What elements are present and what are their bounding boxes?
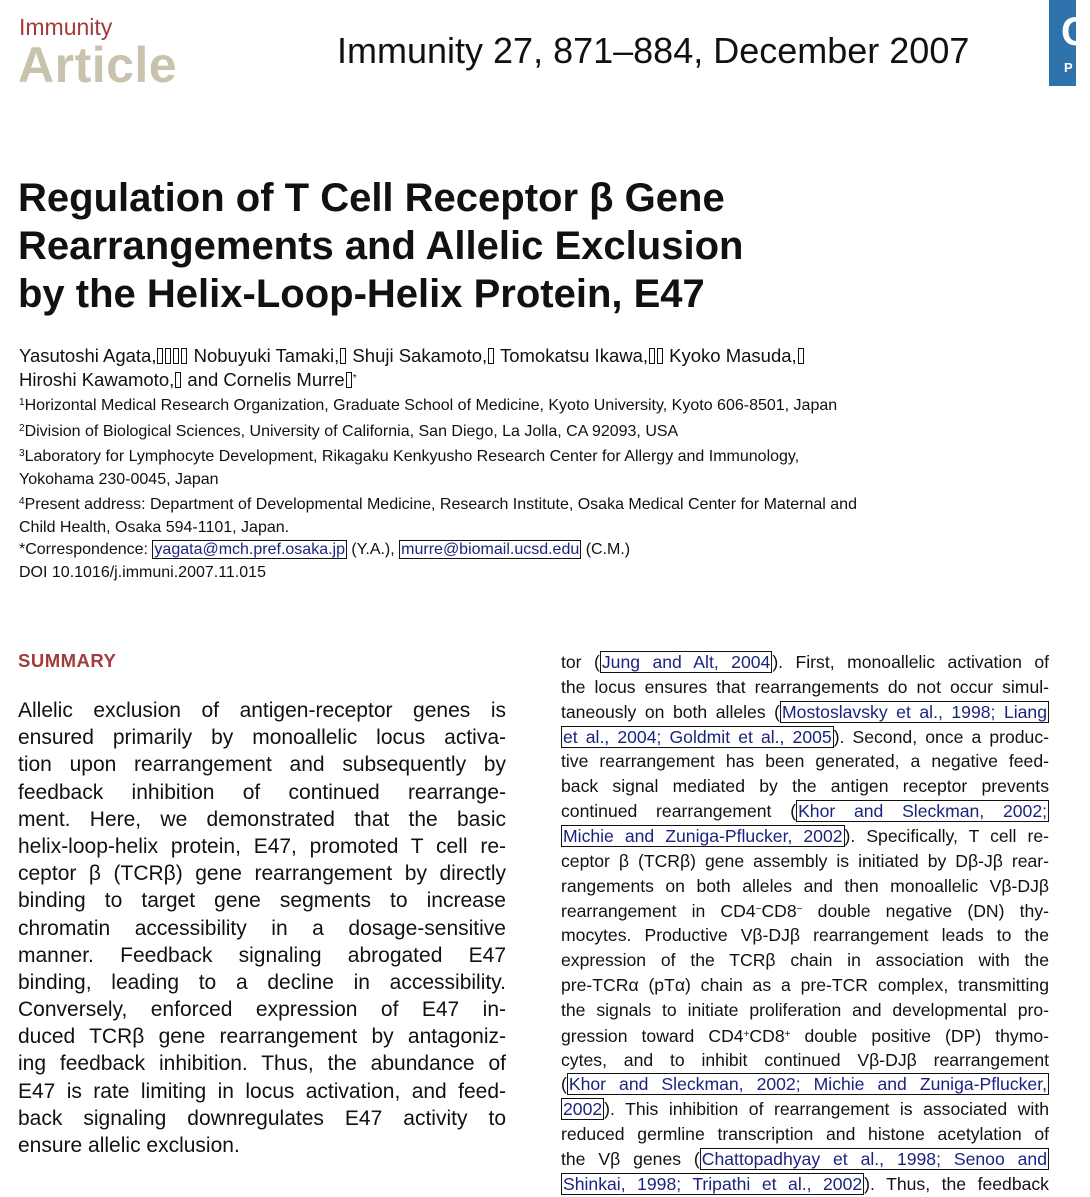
summary-line: E47 is rate limiting in locus activation, and feed- (18, 1079, 506, 1103)
summary-line: manner. Feedback signaling abrogated E47 (18, 943, 506, 967)
body-text: rearrangement in CD4 (561, 901, 756, 922)
body-text: double negative (DN) thy- (802, 901, 1049, 922)
logo-letter-c: C (1061, 10, 1090, 54)
body-line (561, 824, 1049, 849)
body-text: the locus ensures that rearrangements do not occur simul- (561, 676, 1049, 697)
body-text: ). Second, once a produc- (833, 726, 1049, 747)
body-text: taneously on both alleles ( (561, 701, 781, 722)
summary-line: Allelic exclusion of antigen-receptor genes is (18, 699, 506, 722)
body-line (561, 1172, 1049, 1197)
body-text: the Vβ genes ( (561, 1148, 700, 1169)
citation-link[interactable]: Jung and Alt, 2004 (601, 652, 771, 672)
superscript: + (784, 1028, 791, 1040)
affiliations (19, 392, 1059, 584)
citation-link[interactable]: Khor and Sleckman, 2002; (798, 801, 1047, 822)
author-name: Hiroshi Kawamoto, (19, 369, 175, 390)
body-text: continued rearrangement ( (561, 801, 797, 822)
email-link-agata[interactable]: yagata@mch.pref.osaka.jp (154, 541, 345, 558)
affiliation-line: Child Health, Osaka 594-1101, Japan. (19, 518, 290, 536)
body-text: CD8 (749, 1025, 785, 1046)
summary-line: ceptor β (TCRβ) gene rearrangement by directly (18, 862, 506, 886)
citation-link[interactable]: 2002 (563, 1099, 603, 1120)
summary-line: ensured primarily by monoallelic locus activa- (18, 726, 506, 750)
body-text: ). First, monoallelic activation of (772, 652, 1049, 672)
body-text: rangements on both alleles and then monoallelic Vβ-DJβ (561, 875, 1049, 896)
body-line (561, 998, 1049, 1023)
summary-line: ing feedback inhibition. Thus, the abundance of (18, 1052, 506, 1076)
summary-line: back signaling downregulates E47 activity to (18, 1106, 506, 1130)
doi: DOI 10.1016/j.immuni.2007.11.015 (19, 563, 266, 581)
affiliation-marker[interactable] (346, 372, 352, 388)
summary-line: helix-loop-helix protein, E47, promoted T cell re- (18, 834, 506, 858)
body-line (561, 725, 1049, 750)
correspondence-initials: (Y.A.), (346, 541, 400, 558)
body-text: ceptor β (TCRβ) gene assembly is initiated by Dβ-Jβ rear- (561, 850, 1049, 871)
author-name: Yasutoshi Agata, (19, 345, 157, 366)
summary-line: ensure allelic exclusion. (18, 1134, 240, 1157)
affiliation-marker[interactable] (175, 372, 181, 388)
author-name: and Cornelis Murre (182, 369, 345, 390)
section-label: Article (18, 37, 178, 93)
author-name: Shuji Sakamoto, (347, 345, 488, 366)
affiliation-marker[interactable] (165, 348, 171, 364)
body-line (561, 849, 1049, 874)
citation-link[interactable]: Michie and Zuniga-Pflucker, 2002 (563, 825, 843, 846)
body-line (561, 1097, 1049, 1122)
title-line: by the Helix-Loop-Helix Protein, E47 (18, 272, 705, 316)
correspondence-line (19, 539, 1059, 562)
summary-line: tion upon rearrangement and subsequently by (18, 753, 506, 777)
journal-name: Immunity (19, 14, 113, 40)
body-text: ). This inhibition of rearrangement is associated with (604, 1099, 1049, 1120)
superscript: + (743, 1028, 750, 1040)
body-text: tive rearrangement has been generated, a negative feed- (561, 751, 1049, 772)
body-line (561, 874, 1049, 899)
summary-heading: SUMMARY (18, 650, 117, 671)
body-line (561, 1048, 1049, 1073)
citation-link[interactable]: Shinkai, 1998; Tripathi et al., 2002 (563, 1173, 863, 1194)
affiliation-marker[interactable] (340, 348, 346, 364)
body-text: mocytes. Productive Vβ-DJβ rearrangement leads to the (561, 925, 1049, 946)
body-line (561, 948, 1049, 973)
affiliation-line: $^4$Present address: Department of Developmental Medicine, Research Institute, Osaka Medical Center for Maternal and (19, 496, 857, 513)
citation-link[interactable]: et al., 2004; Goldmit et al., 2005 (563, 726, 832, 747)
affiliation-line: Yokohama 230-0045, Japan (19, 470, 219, 488)
affiliation-marker[interactable] (649, 348, 655, 364)
body-line (561, 799, 1049, 824)
body-text: ( (561, 1074, 567, 1095)
body-line (561, 650, 1049, 675)
body-line (561, 1147, 1049, 1172)
body-text: gression toward CD4 (561, 1025, 744, 1046)
superscript: − (796, 904, 803, 916)
affiliation-line: $^1$Horizontal Medical Research Organization, Graduate School of Medicine, Kyoto University, Kyoto 606-8501, Japan (19, 397, 838, 414)
summary-line: chromatin accessibility in a dosage-sensitive (18, 916, 506, 940)
title-line: Regulation of T Cell Receptor β Gene (18, 176, 725, 220)
summary-line: ment. Here, we demonstrated that the basic (18, 807, 506, 831)
affiliation-marker[interactable] (157, 348, 163, 364)
body-text: expression of the TCRβ chain in association with the (561, 950, 1049, 971)
body-line (561, 1122, 1049, 1147)
body-text: the signals to initiate proliferation and developmental pro- (561, 999, 1049, 1020)
author-name: Nobuyuki Tamaki, (188, 345, 340, 366)
affiliation-line: $^2$Division of Biological Sciences, University of California, San Diego, La Jolla, CA 92093, USA (19, 422, 679, 440)
body-line (561, 1023, 1049, 1048)
body-text: double positive (DP) thymo- (790, 1025, 1050, 1046)
journal-citation: Immunity 27, 871–884, December 2007 (337, 30, 970, 71)
affiliation-marker[interactable] (798, 348, 804, 364)
body-line (561, 749, 1049, 774)
body-text: pre-TCRα (pTα) chain as a pre-TCR complex, transmitting (561, 974, 1049, 995)
body-line (561, 1072, 1049, 1097)
summary-line: Conversely, enforced expression of E47 in- (18, 998, 506, 1022)
author-list (19, 344, 1059, 391)
affiliation-marker[interactable] (181, 348, 187, 364)
summary-abstract (18, 697, 506, 1159)
summary-line: feedback inhibition of continued rearrange- (18, 780, 506, 804)
corresponding-author-mark: * (352, 373, 357, 384)
logo-letter-p: P (1064, 60, 1073, 75)
summary-line: duced TCRβ gene rearrangement by antagoniz- (18, 1025, 506, 1049)
correspondence-label: *Correspondence: (19, 541, 153, 558)
citation-link[interactable]: Chattopadhyay et al., 1998; Senoo and (701, 1148, 1047, 1169)
affiliation-marker[interactable] (657, 348, 663, 364)
body-column-right (561, 650, 1049, 1197)
superscript: − (755, 904, 762, 916)
summary-line: binding, leading to a decline in accessibility. (18, 970, 506, 994)
body-line (561, 923, 1049, 948)
citation-link[interactable]: Khor and Sleckman, 2002; Michie and Zuniga-Pflucker, (568, 1074, 1047, 1095)
email-link-murre[interactable]: murre@biomail.ucsd.edu (401, 541, 580, 558)
citation-link[interactable]: Mostoslavsky et al., 1998; Liang (782, 701, 1047, 722)
article-title (18, 174, 838, 318)
body-text: CD8 (761, 901, 797, 922)
body-line (561, 675, 1049, 700)
author-name: Tomokatsu Ikawa, (495, 345, 649, 366)
body-line (561, 898, 1049, 923)
body-line (561, 973, 1049, 998)
title-line: Rearrangements and Allelic Exclusion (18, 224, 744, 268)
body-line (561, 700, 1049, 725)
affiliation-marker[interactable] (173, 348, 179, 364)
correspondence-initials: (C.M.) (581, 541, 631, 558)
author-name: Kyoko Masuda, (664, 345, 797, 366)
body-text: reduced germline transcription and histone acetylation of (561, 1124, 1049, 1145)
body-text: tor ( (561, 652, 600, 672)
affiliation-marker[interactable] (488, 348, 494, 364)
body-text: ). Thus, the feedback (864, 1173, 1049, 1194)
affiliation-line: $^3$Laboratory for Lymphocyte Development, Rikagaku Kenkyusho Research Center for Allergy and Immunology, (19, 448, 800, 465)
body-text: back signal mediated by the antigen receptor prevents (561, 776, 1049, 797)
body-text: cytes, and to inhibit continued Vβ-DJβ rearrangement (561, 1049, 1049, 1070)
summary-line: binding to target gene segments to increase (18, 889, 506, 913)
body-text: ). Specifically, T cell re- (844, 825, 1049, 846)
body-line (561, 774, 1049, 799)
publisher-logo[interactable] (1049, 0, 1090, 86)
